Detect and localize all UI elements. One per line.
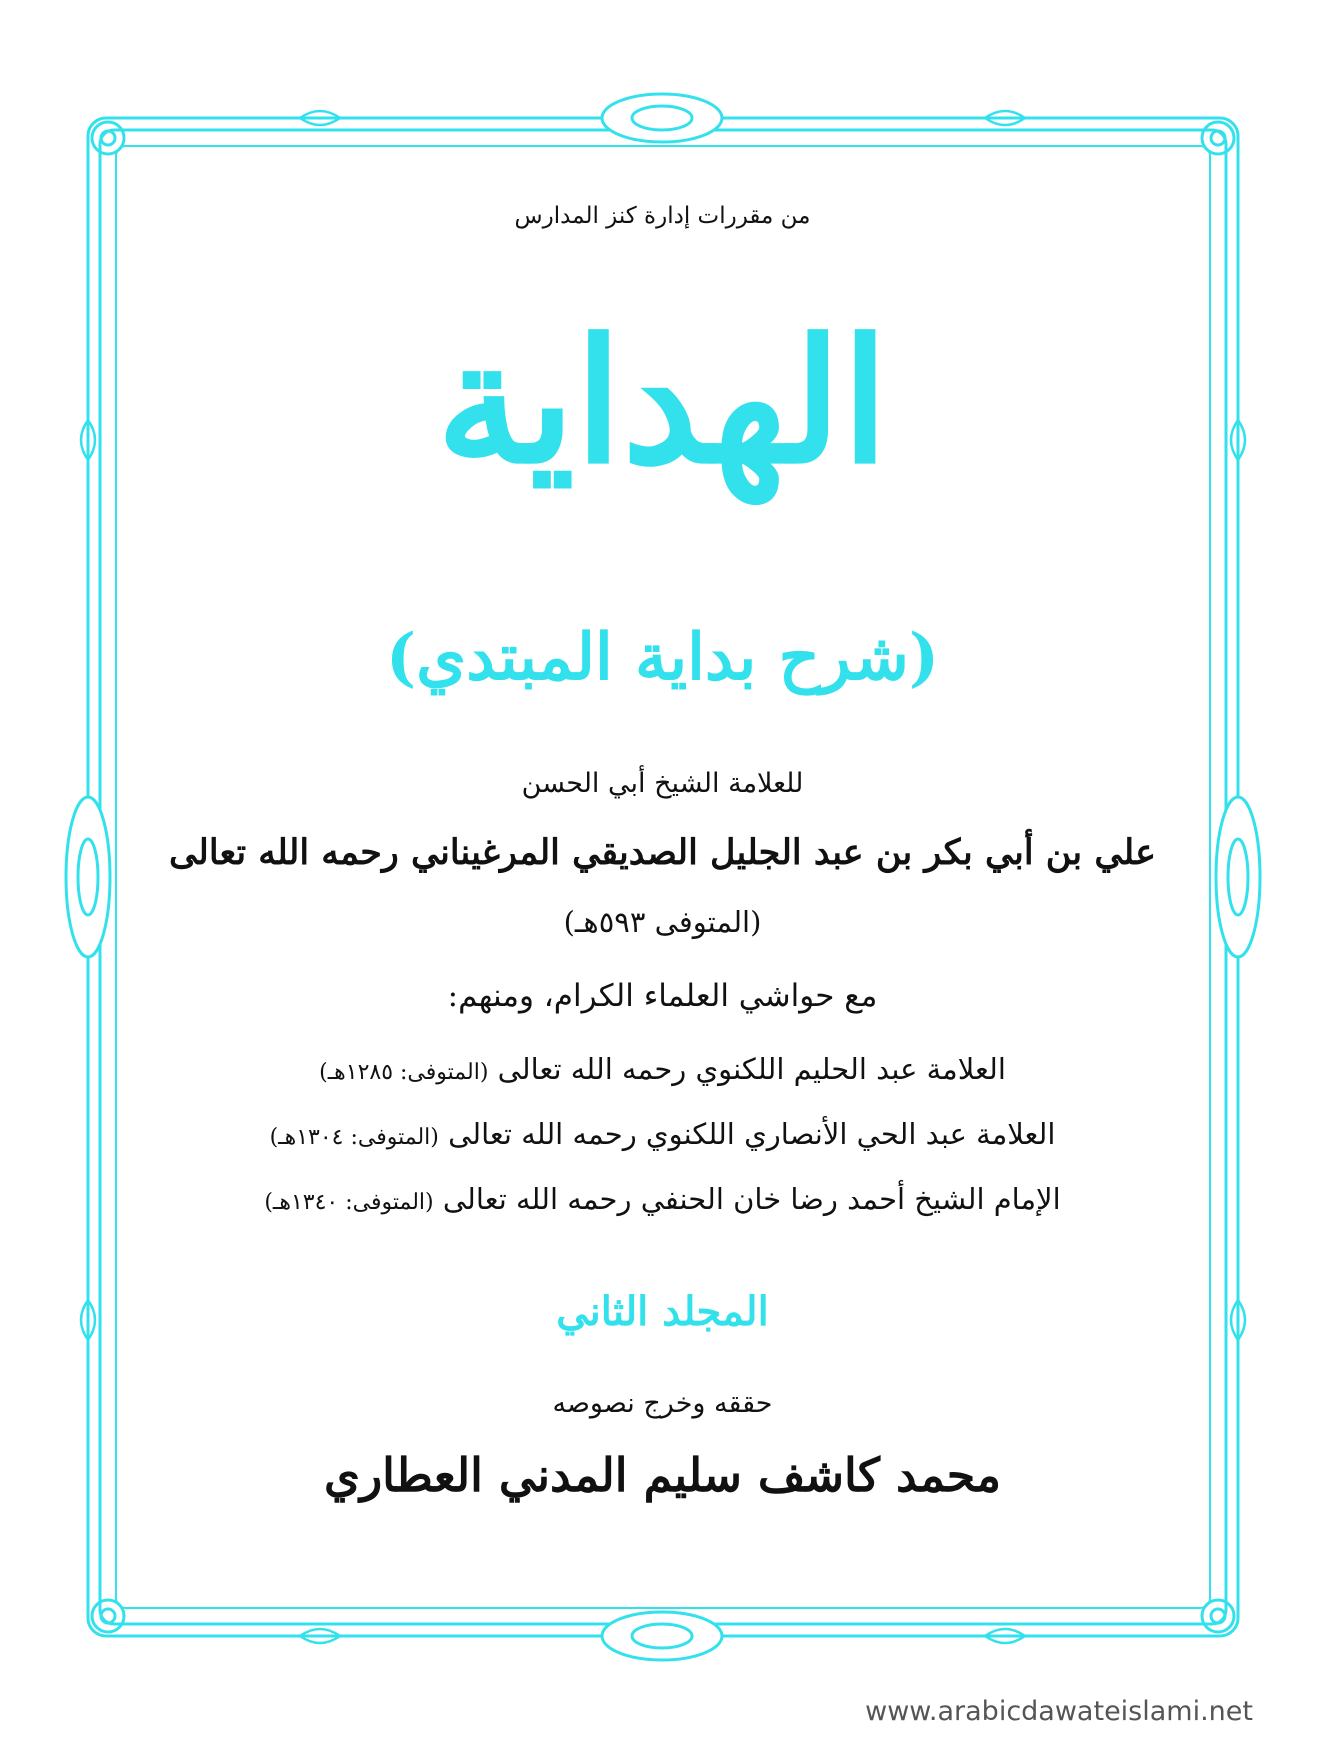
website-link[interactable]: www.arabicdawateislami.net xyxy=(865,1696,1253,1727)
commentator-line xyxy=(0,1052,1325,1086)
editor-name: محمد كاشف سليم المدني العطاري xyxy=(323,1448,1002,1502)
commentator-name: الإمام الشيخ أحمد رضا خان الحنفي رحمه الله تعالى xyxy=(442,1182,1061,1216)
commentator-line xyxy=(0,1117,1325,1151)
book-subtitle: (شرح بداية المبتدي) xyxy=(385,620,940,695)
author-title-line: للعلامة الشيخ أبي الحسن xyxy=(521,768,804,799)
author-death-line: (المتوفى ٥٩٣هـ) xyxy=(563,905,762,939)
commentator-name: العلامة عبد الحليم اللكنوي رحمه الله تعالى xyxy=(497,1052,1006,1086)
commentator-line xyxy=(0,1182,1325,1216)
editor-label: حققه وخرج نصوصه xyxy=(552,1388,773,1419)
commentator-name: العلامة عبد الحي الأنصاري اللكنوي رحمه الله تعالى xyxy=(448,1117,1056,1151)
commentator-death: (المتوفى: ١٣٤٠هـ) xyxy=(264,1190,434,1215)
author-name-line: علي بن أبي بكر بن عبد الجليل الصديقي المرغيناني رحمه الله تعالى xyxy=(169,832,1156,873)
commentator-death: (المتوفى: ١٣٠٤هـ) xyxy=(269,1125,439,1150)
publisher-line: من مقررات إدارة كنز المدارس xyxy=(514,203,811,229)
book-title: الهداية xyxy=(436,302,889,502)
volume-label: المجلد الثاني xyxy=(556,1288,769,1335)
commentaries-intro: مع حواشي العلماء الكرام، ومنهم: xyxy=(447,978,878,1014)
commentator-death: (المتوفى: ١٢٨٥هـ) xyxy=(319,1060,489,1085)
